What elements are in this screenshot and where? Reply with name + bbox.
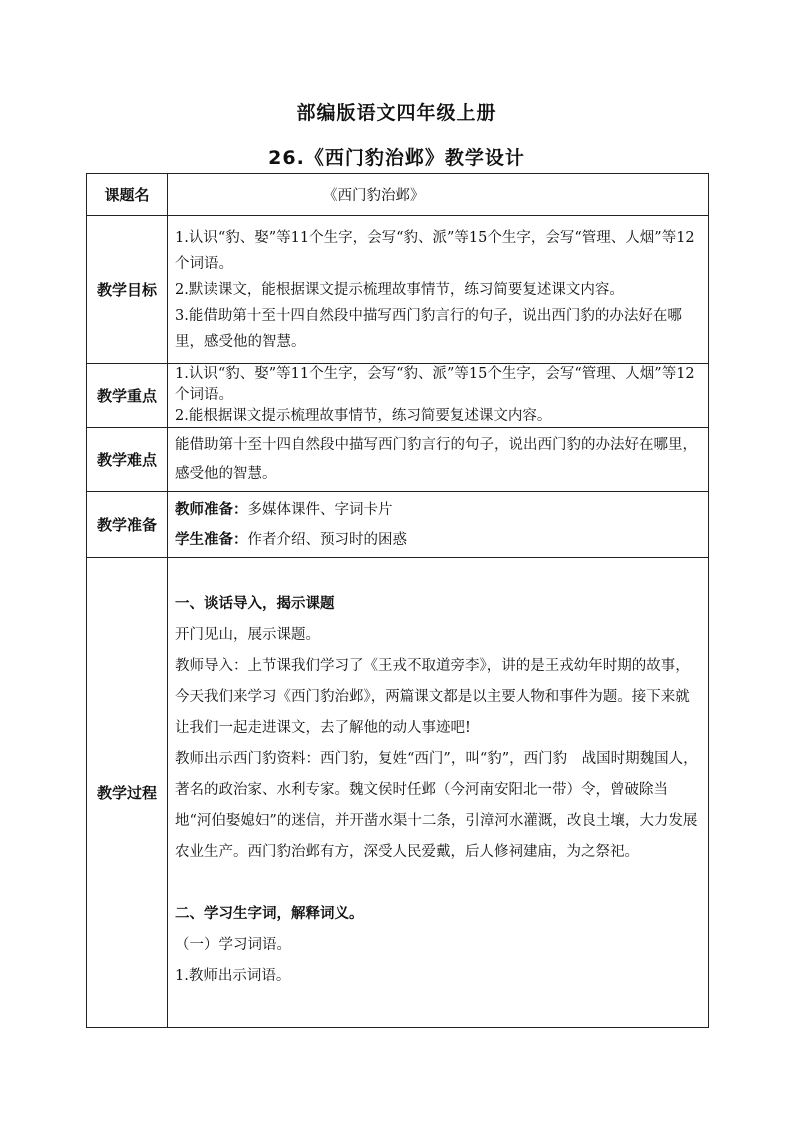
key-point-item: 2.能根据课文提示梳理故事情节，练习简要复述课文内容。: [175, 408, 552, 424]
goals-content: [168, 216, 709, 364]
preparation-content: [168, 492, 709, 558]
topic-label: 课题名: [87, 174, 168, 216]
lesson-plan-table: [86, 173, 709, 1028]
section-heading: 二、学习生字词，解释词义。: [175, 906, 364, 922]
document-title: 部编版语文四年级上册: [296, 102, 497, 124]
goal-item: 1.认识“豹、娶”等11个生字，会写“豹、派”等15个生字，会写“管理、人烟”等12个词语。: [175, 229, 695, 272]
process-paragraph: （一）学习词语。: [175, 937, 291, 953]
row-goals: [87, 216, 709, 364]
goals-label: 教学目标: [87, 216, 168, 364]
teacher-prep-label: 教师准备：: [175, 501, 248, 518]
row-process: [87, 558, 709, 1028]
row-key-points: [87, 364, 709, 428]
row-difficulty: [87, 428, 709, 492]
section-heading: 一、谈话导入，揭示课题: [175, 596, 335, 612]
teacher-preparation: [175, 495, 702, 525]
row-topic: [87, 174, 709, 216]
process-paragraph: 开门见山，展示课题。: [175, 627, 320, 643]
lesson-title: 26.《西门豹治邺》教学设计: [268, 147, 525, 169]
student-prep-text: 作者介绍、预习时的困惑: [247, 531, 407, 548]
process-content: [168, 558, 709, 1028]
teacher-prep-text: 多媒体课件、字词卡片: [247, 501, 393, 518]
student-preparation: [175, 525, 702, 555]
difficulty-content: [168, 428, 709, 492]
topic-value: [168, 174, 709, 216]
process-paragraph: 教师出示西门豹资料：西门豹，复姓“西门”，叫“豹”，西门豹 战国时期魏国人，著名的政治家、水利专家。魏文侯时任邺（今河南安阳北一带）令，曾破除当地“河伯娶媳妇”的迷信，并开凿水渠十二条，引漳河水灌溉，改良土壤，大力发展农业生产。西门豹治邺有方，深受人民爱戴，后人修祠建庙，为之祭祀。: [175, 751, 698, 860]
process-label: 教学过程: [87, 558, 168, 1028]
difficulty-label: 教学难点: [87, 428, 168, 492]
process-paragraph: 教师导入：上节课我们学习了《王戎不取道旁李》，讲的是王戎幼年时期的故事，今天我们来学习《西门豹治邺》，两篇课文都是以主要人物和事件为题。接下来就让我们一起走进课文，去了解他的动人事迹吧!: [175, 658, 690, 736]
key-points-content: [168, 364, 709, 428]
preparation-label: 教学准备: [87, 492, 168, 558]
process-paragraph: 1.教师出示词语。: [175, 968, 291, 984]
goal-item: 2.默读课文，能根据课文提示梳理故事情节，练习简要复述课文内容。: [175, 281, 624, 298]
key-point-item: 1.认识“豹、娶”等11个生字，会写“豹、派”等15个生字，会写“管理、人烟”等12个词语。: [175, 366, 695, 403]
difficulty-text: 能借助第十至十四自然段中描写西门豹言行的句子，说出西门豹的办法好在哪里，感受他的智慧。: [175, 436, 697, 482]
key-points-label: 教学重点: [87, 364, 168, 428]
student-prep-label: 学生准备：: [175, 531, 248, 548]
row-preparation: [87, 492, 709, 558]
topic-text: 《西门豹治邺》: [323, 188, 425, 204]
paragraph-spacer: [175, 868, 702, 899]
goal-item: 3.能借助第十至十四自然段中描写西门豹言行的句子，说出西门豹的办法好在哪里，感受他的智慧。: [175, 307, 682, 350]
